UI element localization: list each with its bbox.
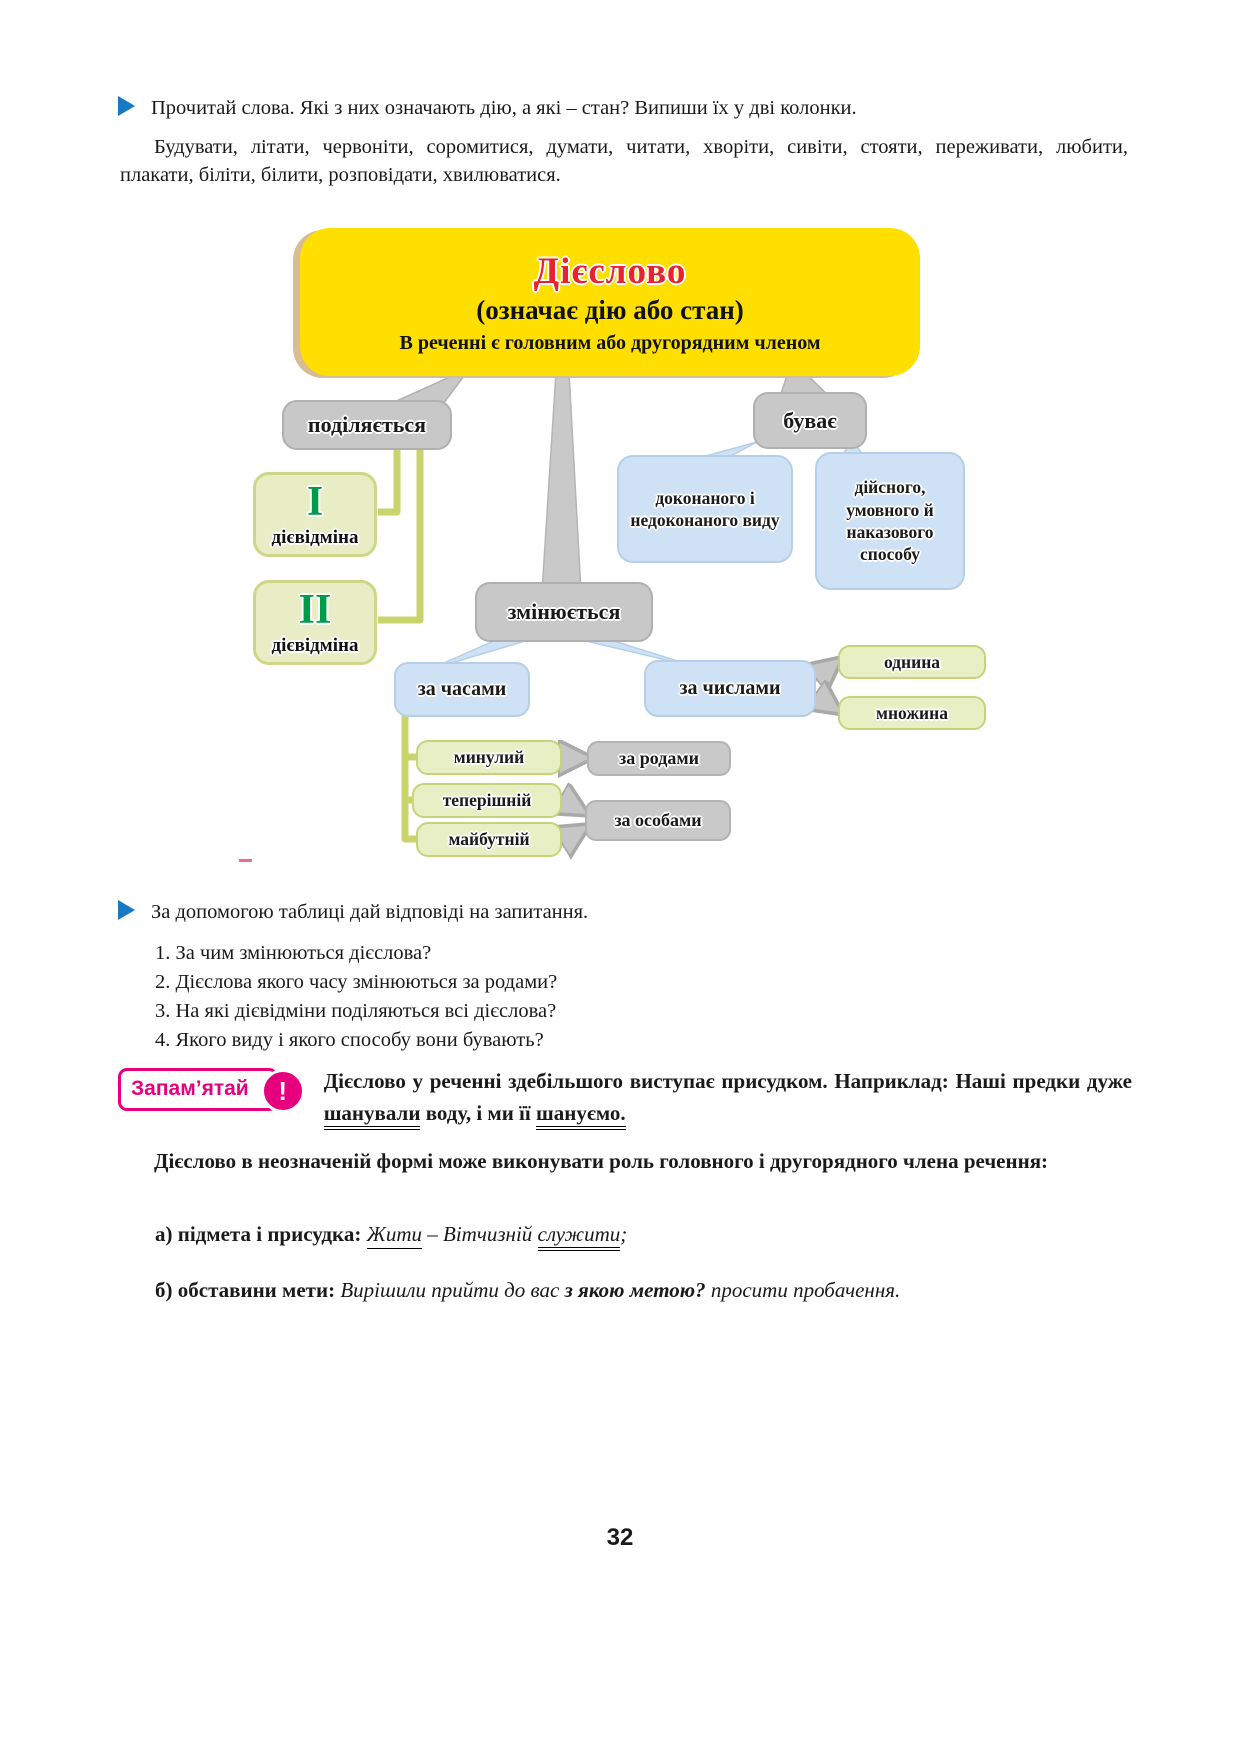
node-past: минулий bbox=[416, 740, 562, 775]
connector-tenses bbox=[405, 715, 417, 839]
question-item: 4. Якого виду і якого способу вони бувають? bbox=[155, 1028, 544, 1051]
infinitive-item-a bbox=[155, 1222, 1132, 1247]
question-item: 1. За чим змінюються дієслова? bbox=[155, 942, 432, 964]
exercise-arrow-icon bbox=[118, 900, 135, 920]
arrow-future-persons bbox=[563, 830, 581, 841]
node-by-numbers: за числами bbox=[644, 660, 816, 717]
infinitive-intro: Дієслово в неозначеній формі може виконувати роль головного і другорядного члена речення: bbox=[154, 1149, 1049, 1173]
node-plural: множина bbox=[838, 696, 986, 730]
node-future: майбутній bbox=[416, 822, 562, 857]
root-changes-wedge bbox=[542, 372, 581, 592]
remember-badge bbox=[118, 1068, 288, 1111]
item-b-tail: просити пробачення. bbox=[705, 1278, 901, 1302]
conjugation2-label: дієвідміна bbox=[271, 634, 359, 656]
question-item: 3. На які дієвідміни поділяються всі дієслова? bbox=[155, 999, 557, 1022]
diagram-root-box bbox=[300, 228, 920, 376]
infinitive-item-b bbox=[155, 1278, 1132, 1303]
node-divides: поділяється bbox=[282, 400, 452, 450]
remember-text-part2: воду, і ми її bbox=[420, 1100, 536, 1125]
item-b-emphasis: з якою метою? bbox=[564, 1278, 706, 1302]
node-by-tenses: за часами bbox=[394, 662, 530, 717]
node-present: теперішній bbox=[412, 783, 562, 818]
item-a-middle: – Вітчизній bbox=[422, 1222, 538, 1246]
item-a-subject: Жити bbox=[367, 1222, 422, 1249]
exercise1-words: Будувати, літати, червоніти, соромитися, думати, читати, хворіти, сивіти, стояти, переживати, любити, плакати, біліти, білити, розповідати, хвилюватися. bbox=[120, 136, 1128, 186]
item-b-lead: Вирішили прийти до вас bbox=[340, 1278, 565, 1302]
node-conjugation2 bbox=[253, 580, 377, 665]
remember-predicate1: шанували bbox=[324, 1101, 421, 1130]
remember-block bbox=[118, 1066, 1132, 1129]
conjugation1-label: дієвідміна bbox=[271, 526, 359, 548]
remember-text-part1: Дієслово у реченні здебільшого виступає присудком. Наприклад: Наші предки дуже bbox=[323, 1069, 1132, 1093]
node-by-genders: за родами bbox=[587, 741, 731, 776]
diagram-subtitle: (означає дію або стан) bbox=[476, 294, 744, 325]
conjugation2-numeral: II bbox=[298, 586, 332, 633]
exercise2-instruction: За допомогою таблиці дай відповіді на запитання. bbox=[151, 901, 589, 923]
arrow-numbers-singular bbox=[814, 664, 834, 680]
node-conjugation1 bbox=[253, 472, 377, 557]
item-b-label: б) обставини мети: bbox=[155, 1278, 341, 1302]
remember-predicate2: шануємо. bbox=[536, 1101, 626, 1130]
node-aspect: доконаного і недоконаного виду bbox=[617, 455, 793, 563]
exercise1-instruction: Прочитай слова. Які з них означають дію, а які – стан? Випиши їх у дві колонки. bbox=[151, 97, 857, 119]
arrow-numbers-plural bbox=[814, 694, 834, 708]
item-a-predicate: служити bbox=[538, 1222, 621, 1251]
node-mood: дійсного, умовного й наказового способу bbox=[815, 452, 965, 590]
node-can-be: буває bbox=[753, 392, 867, 449]
diagram-note: В реченні є головним або другорядним членом bbox=[399, 331, 821, 354]
question-list bbox=[155, 940, 1055, 1056]
item-a-label: а) підмета і присудка: bbox=[155, 1222, 367, 1246]
item-a-tail: ; bbox=[620, 1222, 628, 1246]
node-singular: однина bbox=[838, 645, 986, 679]
conjugation1-numeral: I bbox=[306, 478, 324, 525]
node-changes: змінюється bbox=[475, 582, 653, 642]
diagram-title: Дієслово bbox=[533, 250, 687, 292]
connector-conj1 bbox=[378, 445, 397, 512]
exercise2 bbox=[118, 900, 1130, 926]
node-by-persons: за особами bbox=[585, 800, 731, 841]
exclamation-icon: ! bbox=[261, 1069, 305, 1113]
question-item: 2. Дієслова якого часу змінюються за родами? bbox=[155, 970, 558, 993]
arrow-present-persons bbox=[561, 799, 580, 810]
remember-badge-label: Запам’ятай bbox=[131, 1077, 249, 1100]
page-number: 32 bbox=[606, 1524, 634, 1551]
